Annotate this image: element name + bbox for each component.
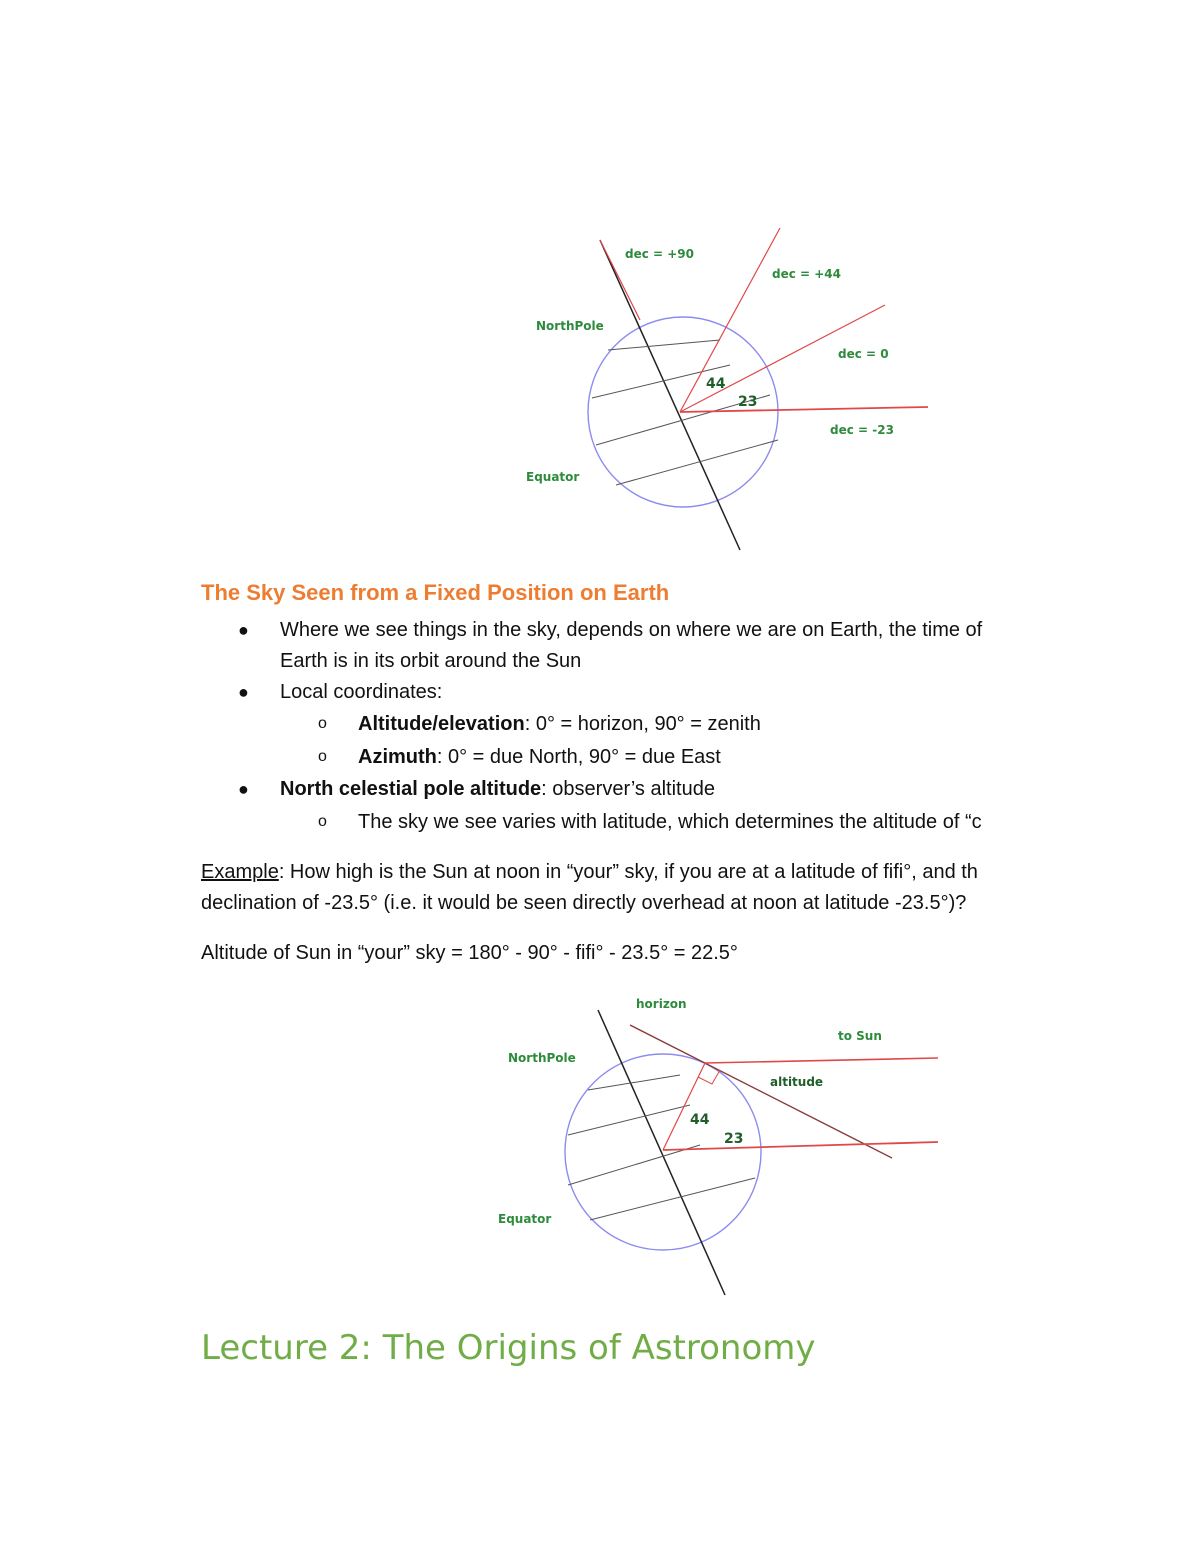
angle-23-label: 23	[738, 394, 758, 410]
angle-44-label: 44	[706, 376, 726, 392]
sub-bullet-mark: o	[318, 748, 327, 765]
north-pole-label: NorthPole	[508, 1051, 576, 1065]
latitude-line	[616, 440, 778, 485]
bullet-dot: ●	[238, 779, 249, 799]
altitude-term: Altitude/elevation	[358, 713, 525, 735]
azimuth-definition: : 0° = due North, 90° = due East	[436, 746, 721, 768]
to-sun-label: to Sun	[838, 1029, 882, 1043]
example-question: : How high is the Sun at noon in “your” sky, if you are at a latitude of fifi°, and th	[278, 861, 978, 883]
angle-23-label: 23	[724, 1131, 744, 1147]
sub-bullet-text	[358, 709, 761, 739]
bullet-text-continued: Earth is in its orbit around the Sun	[280, 650, 582, 672]
bullet-dot: ●	[238, 620, 249, 640]
north-pole-label: NorthPole	[536, 319, 604, 333]
sub-bullet-text: The sky we see varies with latitude, which determines the altitude of “c	[358, 811, 982, 833]
example-paragraph	[201, 857, 1057, 887]
pole-altitude-definition: : observer’s altitude	[541, 778, 715, 800]
earth-circle	[565, 1054, 761, 1250]
declination-diagram	[510, 225, 940, 560]
observer-radius	[663, 1063, 705, 1150]
earth-axis	[598, 1010, 725, 1295]
dec-plus44-label: dec = +44	[772, 267, 842, 281]
bullet-text: Where we see things in the sky, depends on where we are on Earth, the time of	[280, 619, 983, 641]
dec-plus44-line	[680, 228, 780, 412]
altitude-label: altitude	[770, 1075, 824, 1089]
dec-minus23-label: dec = -23	[830, 423, 894, 437]
example-answer: Altitude of Sun in “your” sky = 180° - 90° - fifi° - 23.5° = 22.5°	[201, 942, 738, 964]
earth-axis	[600, 240, 740, 550]
to-sun-line	[705, 1058, 938, 1063]
example-paragraph-continued: declination of -23.5° (i.e. it would be seen directly overhead at noon at latitude -23.5°)?	[201, 892, 967, 914]
equator-label: Equator	[526, 470, 580, 484]
right-angle-marker	[698, 1070, 720, 1084]
latitude-line	[568, 1105, 690, 1135]
dec-minus23-line	[680, 407, 928, 412]
latitude-line	[608, 340, 720, 350]
horizon-label: horizon	[636, 997, 687, 1011]
dec-0-label: dec = 0	[838, 347, 889, 361]
sub-bullet-mark: o	[318, 813, 327, 830]
example-label: Example	[201, 861, 279, 883]
latitude-line	[568, 1145, 700, 1185]
sub-bullet-mark: o	[318, 715, 327, 732]
bullet-dot: ●	[238, 682, 249, 702]
sub-bullet-text	[358, 742, 721, 772]
latitude-line	[588, 1075, 680, 1090]
dec-minus23-line	[663, 1142, 938, 1150]
lecture-title: Lecture 2: The Origins of Astronomy	[201, 1328, 816, 1368]
section-heading: The Sky Seen from a Fixed Position on Earth	[201, 580, 670, 605]
bullet-text: Local coordinates:	[280, 681, 443, 703]
sun-altitude-diagram	[490, 985, 950, 1305]
equator-label: Equator	[498, 1212, 552, 1226]
dec-plus90-label: dec = +90	[625, 247, 695, 261]
angle-44-label: 44	[690, 1112, 710, 1128]
pole-altitude-term: North celestial pole altitude	[280, 778, 542, 800]
altitude-definition: : 0° = horizon, 90° = zenith	[524, 713, 761, 735]
latitude-line	[590, 1178, 755, 1220]
bullet-text	[280, 774, 715, 804]
azimuth-term: Azimuth	[358, 746, 437, 768]
